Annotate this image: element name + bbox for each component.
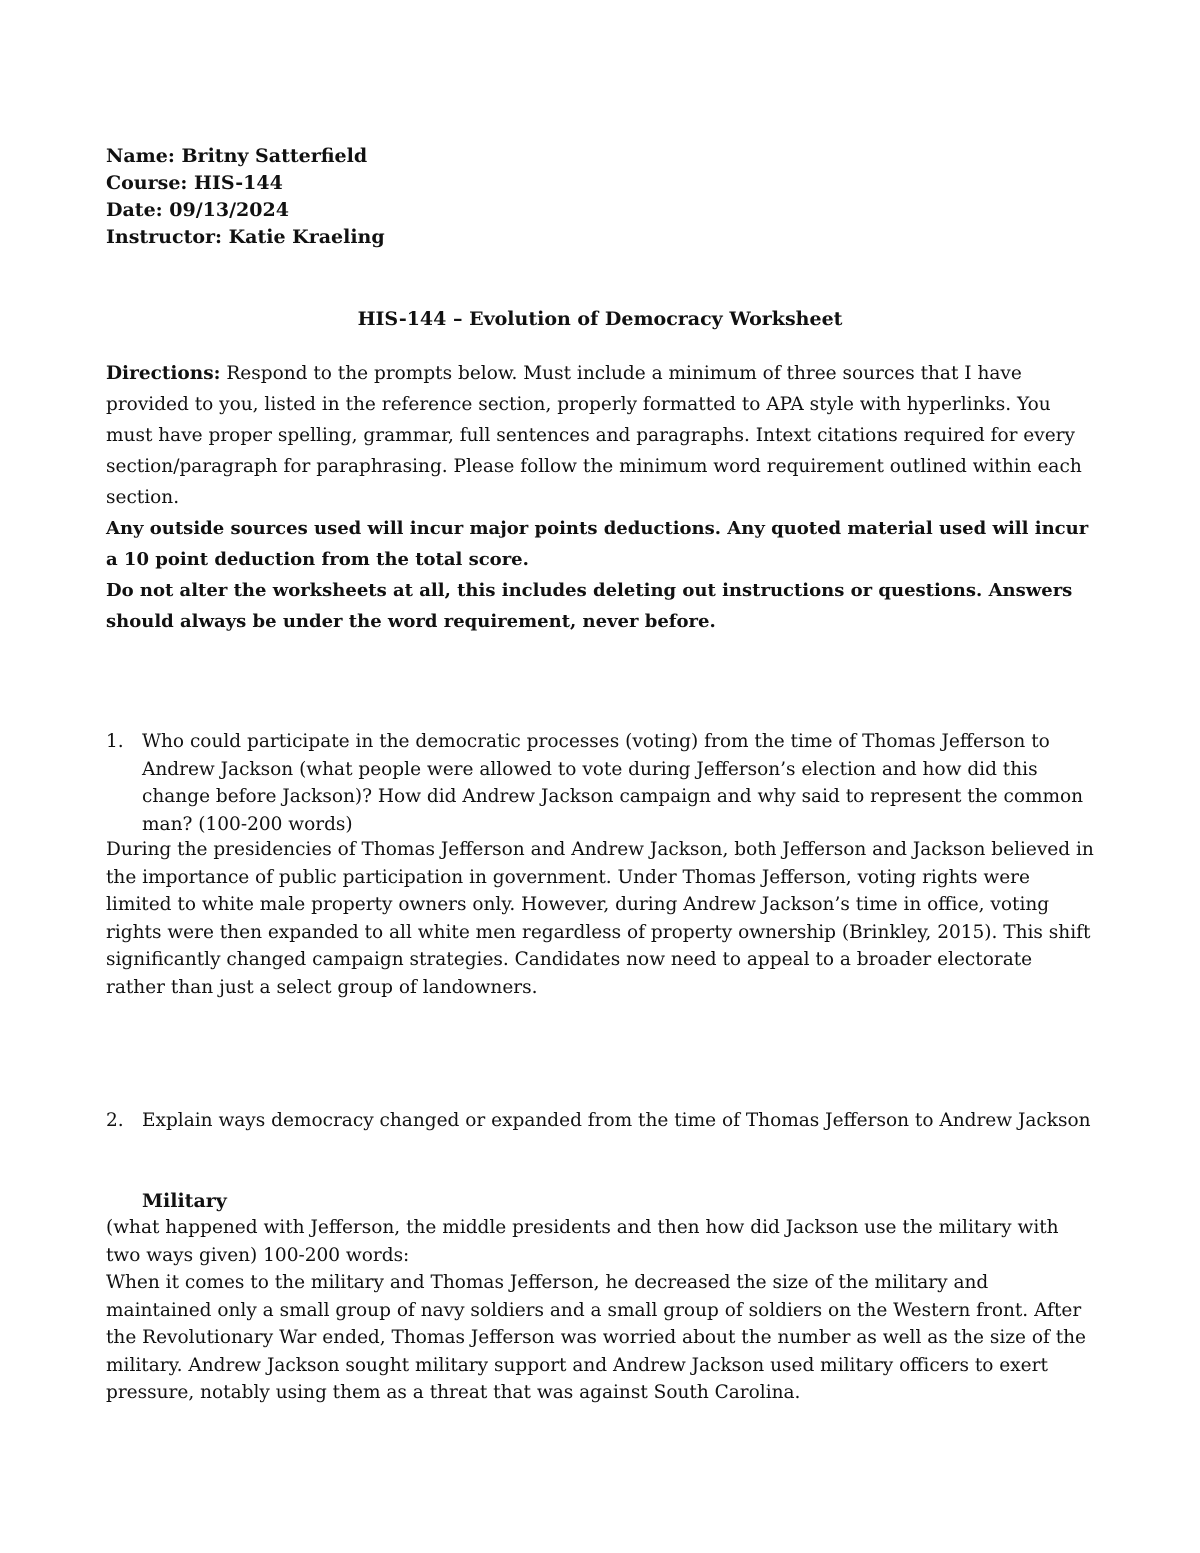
answer-2-military: When it comes to the military and Thomas Jefferson, he decreased the size of the military and maintained only a small group of navy soldiers and a small group of soldiers on the Western front. After the Revolutionary War ended, Thomas Jefferson was worried about the number as well as the size of the military. Andrew Jackson sought military support and Andrew Jackson used military officers to exert pressure, notably using them as a threat that was against South Carolina. <box>106 1272 1086 1403</box>
question-1-text: Who could participate in the democratic processes (voting) from the time of Thomas Jefferson to Andrew Jackson (what people were allowed to vote during Jefferson’s election and how did this change before Jackson)? How did Andrew Jackson campaign and why said to represent the common man? (100-200 words) <box>142 731 1084 835</box>
question-2-number: 2. <box>106 1110 124 1131</box>
alteration-warning: Do not alter the worksheets at all, this includes deleting out instructions or questions. Answers should always be under the word requirement, never before. <box>106 580 1073 632</box>
military-subheading: Military <box>142 1190 227 1212</box>
directions-block <box>106 358 1096 637</box>
question-2-text: Explain ways democracy changed or expanded from the time of Thomas Jefferson to Andrew Jackson <box>142 1110 1091 1131</box>
directions-label: Directions: <box>106 363 221 384</box>
directions-paragraph <box>106 358 1096 513</box>
sources-warning: Any outside sources used will incur major points deductions. Any quoted material used will incur a 10 point deduction from the total score. <box>106 518 1089 570</box>
directions-text: Respond to the prompts below. Must include a minimum of three sources that I have provided to you, listed in the reference section, properly formatted to APA style with hyperlinks. You must have proper spelling, grammar, full sentences and paragraphs. Intext citations required for every section/paragraph for paraphrasing. Please follow the minimum word requirement outlined within each section. <box>106 363 1082 508</box>
date-line: Date: 09/13/2024 <box>106 199 289 221</box>
question-1-number: 1. <box>106 731 124 752</box>
course-line: Course: HIS-144 <box>106 172 283 194</box>
instructor-line: Instructor: Katie Kraeling <box>106 226 385 248</box>
question-1 <box>106 728 1096 838</box>
question-2 <box>106 1107 1096 1135</box>
answer-1: During the presidencies of Thomas Jefferson and Andrew Jackson, both Jefferson and Jackson believed in the importance of public participation in government. Under Thomas Jefferson, voting rights were limited to white male property owners only. However, during Andrew Jackson’s time in office, voting rights were then expanded to all white men regardless of property ownership (Brinkley, 2015). This shift significantly changed campaign strategies. Candidates now need to appeal to a broader electorate rather than just a select group of landowners. <box>106 839 1094 998</box>
worksheet-title: HIS-144 – Evolution of Democracy Worksheet <box>357 308 843 330</box>
student-name: Name: Britny Satterfield <box>106 145 368 167</box>
student-info-block <box>106 143 385 251</box>
military-prompt: (what happened with Jefferson, the middle presidents and then how did Jackson use the military with two ways given) 100-200 words: <box>106 1217 1059 1266</box>
